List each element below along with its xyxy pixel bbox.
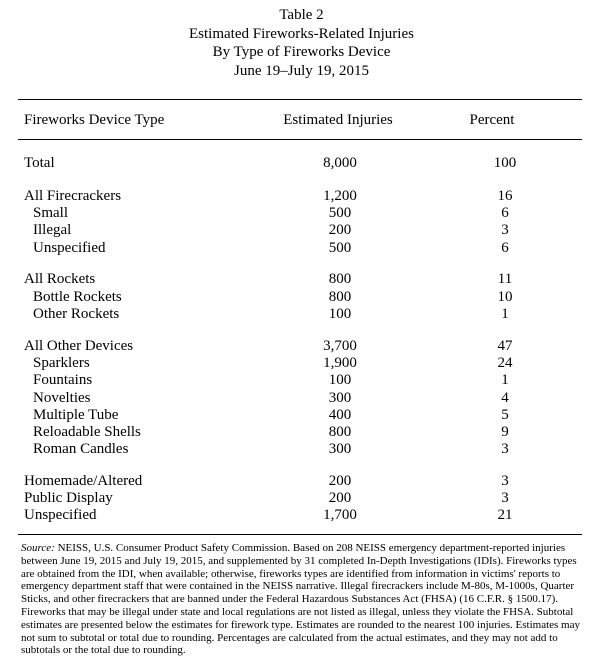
table-subtitle: By Type of Fireworks Device <box>212 44 391 60</box>
row-percent: 24 <box>497 355 513 371</box>
row-percent: 11 <box>497 271 513 287</box>
table-row-group <box>0 188 603 205</box>
table-row <box>0 240 603 257</box>
header-device-type: Fireworks Device Type <box>24 112 165 128</box>
row-device-type: All Rockets <box>24 271 96 287</box>
table-row-group <box>0 338 603 355</box>
row-percent: 5 <box>501 407 509 423</box>
row-device-type: Multiple Tube <box>33 407 119 423</box>
row-injuries: 200 <box>328 473 352 489</box>
table-row <box>0 355 603 372</box>
row-device-type: Unspecified <box>33 240 106 256</box>
row-percent: 6 <box>501 240 509 256</box>
row-percent: 3 <box>501 473 509 489</box>
row-injuries: 200 <box>328 222 352 238</box>
footnote-text: NEISS, U.S. Consumer Product Safety Commission. Based on 208 NEISS emergency department-reported injuries between June 19, 2015 and July 19, 2015, and supplemented by 31 completed In-Depth Investigations (IDIs). Fireworks types are obtained from the IDI, when available; otherwise, fireworks types are identified from information in victims' reports to emergency department staff that were contained in the NEISS narrative. Illegal firecrackers include M-80s, M-1000s, Quarter Sticks, and other firecrackers that are banned under the Federal Hazardous Substances Act (FHSA) (16 C.F.R. § 1500.17). Fireworks that may be illegal under state and local regulations are not listed as illegal, unless they violate the FHSA. Subtotal estimates are presented below the estimates for firework type. Estimates are rounded to the nearest 100 injuries. Estimates may not sum to subtotal or total due to rounding. Percentages are calculated from the actual estimates, and they may not add to subtotals or the total due to rounding. <box>21 542 580 657</box>
table-date-range: June 19–July 19, 2015 <box>234 62 369 79</box>
row-injuries: 1,700 <box>323 507 357 523</box>
row-device-type: Reloadable Shells <box>33 424 141 440</box>
table-row <box>0 407 603 424</box>
row-device-type: Total <box>24 155 55 171</box>
row-percent: 4 <box>501 390 509 406</box>
row-device-type: Illegal <box>33 222 72 238</box>
row-injuries: 500 <box>328 205 352 221</box>
row-device-type: Roman Candles <box>33 441 129 457</box>
table-title-block <box>0 6 603 80</box>
source-footnote <box>21 542 587 657</box>
row-injuries: 800 <box>328 289 352 305</box>
table-row <box>0 306 603 323</box>
table-row <box>0 390 603 407</box>
row-percent: 6 <box>501 205 509 221</box>
row-injuries: 800 <box>328 424 352 440</box>
row-injuries: 300 <box>328 441 352 457</box>
table-row <box>0 424 603 441</box>
header-rule <box>18 139 582 140</box>
source-label: Source: <box>21 542 55 554</box>
table-row <box>0 222 603 239</box>
top-rule <box>18 99 582 100</box>
table-row-total <box>0 155 603 172</box>
row-device-type: Other Rockets <box>33 306 120 322</box>
row-device-type: Unspecified <box>24 507 97 523</box>
row-percent: 3 <box>501 441 509 457</box>
row-device-type: All Firecrackers <box>24 188 122 204</box>
table-row <box>0 289 603 306</box>
row-device-type: Public Display <box>24 490 113 506</box>
row-percent: 1 <box>501 372 509 388</box>
row-percent: 9 <box>501 424 509 440</box>
row-device-type: Sparklers <box>33 355 90 371</box>
row-injuries: 1,200 <box>323 188 357 204</box>
row-percent: 100 <box>493 155 517 171</box>
row-injuries: 500 <box>328 240 352 256</box>
table-row-group <box>0 271 603 288</box>
table-row-group <box>0 507 603 524</box>
bottom-rule <box>18 534 582 535</box>
row-injuries: 200 <box>328 490 352 506</box>
header-estimated-injuries: Estimated Injuries <box>283 112 393 128</box>
row-injuries: 300 <box>328 390 352 406</box>
row-injuries: 3,700 <box>323 338 357 354</box>
row-injuries: 800 <box>328 271 352 287</box>
table-row <box>0 205 603 222</box>
row-device-type: Bottle Rockets <box>33 289 122 305</box>
table-row-group <box>0 473 603 490</box>
table-number: Table 2 <box>279 7 324 23</box>
row-device-type: Homemade/Altered <box>24 473 143 489</box>
row-injuries: 100 <box>328 306 352 322</box>
row-percent: 3 <box>501 490 509 506</box>
table-row <box>0 372 603 389</box>
row-injuries: 400 <box>328 407 352 423</box>
row-injuries: 100 <box>328 372 352 388</box>
table-title: Estimated Fireworks-Related Injuries <box>189 25 414 42</box>
table-row-group <box>0 490 603 507</box>
row-device-type: Novelties <box>33 390 91 406</box>
table-row <box>0 441 603 458</box>
row-percent: 16 <box>497 188 513 204</box>
row-injuries: 1,900 <box>323 355 357 371</box>
row-percent: 10 <box>497 289 513 305</box>
row-percent: 1 <box>501 306 509 322</box>
row-injuries: 8,000 <box>323 155 357 171</box>
row-percent: 3 <box>501 222 509 238</box>
table-header-row <box>0 112 603 130</box>
row-device-type: Fountains <box>33 372 93 388</box>
row-device-type: Small <box>33 205 69 221</box>
row-device-type: All Other Devices <box>24 338 134 354</box>
row-percent: 21 <box>497 507 513 523</box>
row-percent: 47 <box>497 338 513 354</box>
header-percent: Percent <box>469 112 515 128</box>
